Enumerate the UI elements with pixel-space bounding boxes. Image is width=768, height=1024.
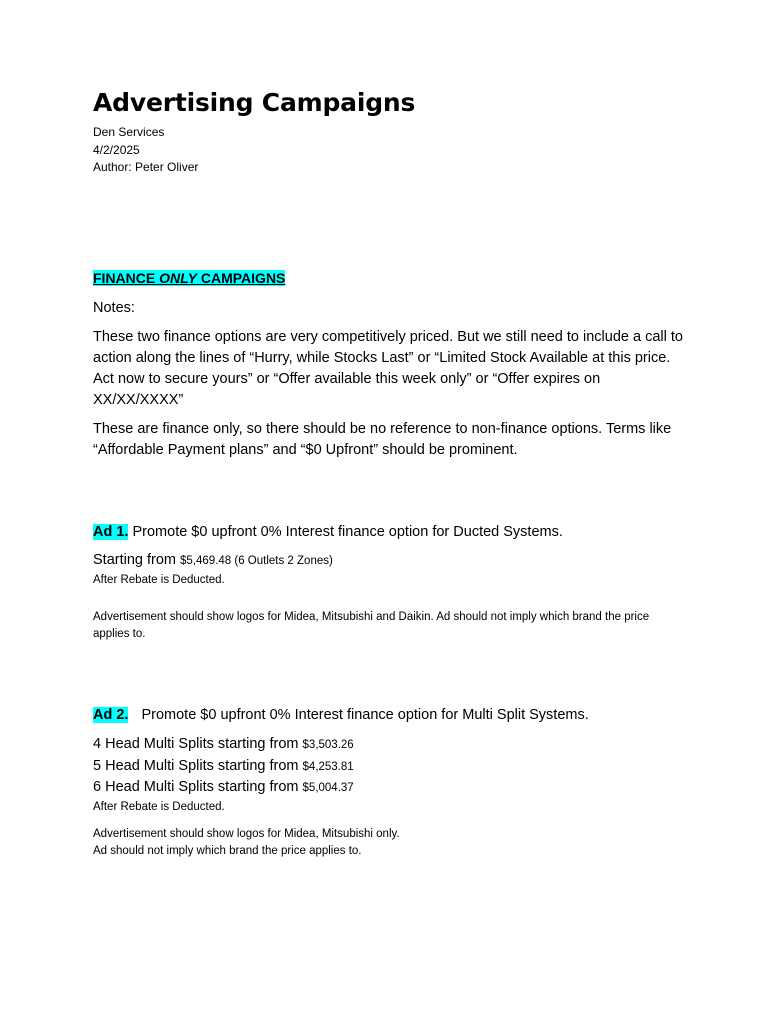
ad2-price-line: [93, 734, 683, 756]
section-heading: [93, 268, 683, 288]
heading-part1: FINANCE: [93, 269, 160, 286]
ad2-tag: Ad 2.: [93, 706, 129, 723]
ad2-price-label: 5 Head Multi Splits starting from: [93, 757, 303, 774]
document-author: Author: Peter Oliver: [93, 160, 199, 174]
heading-part2: CAMPAIGNS: [196, 269, 286, 286]
notes-label: Notes:: [93, 299, 135, 316]
ad2-rebate: After Rebate is Deducted.: [93, 801, 225, 814]
ad1-price-amount: $5,469.48 (6 Outlets 2 Zones): [180, 555, 333, 568]
company-name: Den Services: [93, 125, 165, 139]
section-heading-highlight: [93, 270, 285, 286]
document-page: [93, 86, 683, 860]
ad2-price-amount: $4,253.81: [302, 760, 354, 773]
ad1-price-prefix: Starting from: [93, 552, 181, 569]
ad2-notice-line-1: Advertisement should show logos for Midea, Mitsubishi only.: [93, 828, 400, 841]
heading-emphasis: ONLY: [159, 269, 197, 286]
ad2-price-line: [93, 756, 683, 778]
ad2-description: Promote $0 upfront 0% Interest finance option for Multi Split Systems.: [141, 706, 589, 723]
ad1-rebate: After Rebate is Deducted.: [93, 573, 225, 586]
ad2-heading: [93, 705, 683, 726]
ad2-price-line: [93, 777, 683, 799]
ad1-price-line: [93, 550, 683, 572]
ad1-notice: Advertisement should show logos for Midea, Mitsubishi and Daikin. Ad should not imply which brand the price applies to.: [93, 610, 650, 640]
document-date: 4/2/2025: [93, 142, 140, 157]
document-meta: [93, 124, 683, 177]
ad2-price-label: 4 Head Multi Splits starting from: [93, 735, 303, 752]
notes-paragraph-2: These are finance only, so there should be no reference to non-finance options. Terms like “Affordable Payment plans” and “$0 Upfront” should be prominent.: [93, 421, 672, 459]
ad1-tag: Ad 1.: [93, 524, 129, 541]
ad2-notice-line-2: Ad should not imply which brand the price applies to.: [93, 845, 362, 858]
ad2-price-label: 6 Head Multi Splits starting from: [93, 779, 303, 796]
ad2-notice: [93, 826, 683, 860]
notes-paragraph-1: These two finance options are very competitively priced. But we still need to include a call to action along the lines of “Hurry, while Stocks Last” or “Limited Stock Available at this price. Act now to secure yours” or “Offer available this week only” or “Offer expires on XX/XX/XXXX”: [93, 329, 683, 408]
ad2-price-amount: $5,004.37: [302, 782, 354, 795]
ad2-price-amount: $3,503.26: [302, 738, 354, 751]
ad1-heading: [93, 522, 683, 543]
ad2-price-list: [93, 734, 683, 799]
document-title: Advertising Campaigns: [93, 88, 416, 117]
ad1-description: Promote $0 upfront 0% Interest finance option for Ducted Systems.: [128, 524, 563, 541]
